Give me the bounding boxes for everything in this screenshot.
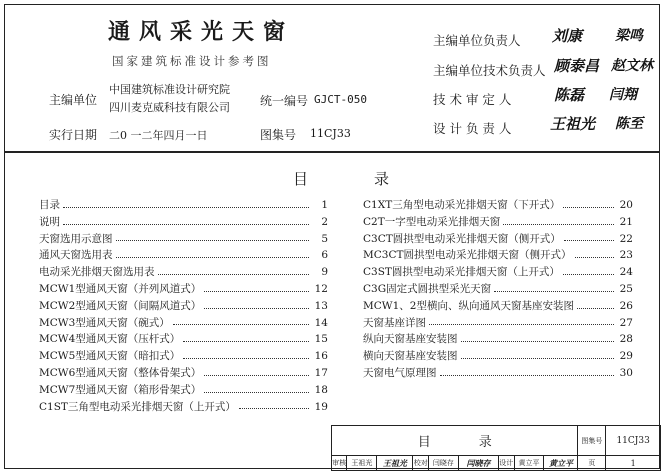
toc-item[interactable]: 天窗电气原理图 30 — [363, 365, 633, 382]
role-label: 设 计 负 责 人 — [433, 121, 512, 136]
toc-item[interactable]: C3CT圆拱型电动采光排烟天窗（侧开式） 22 — [363, 231, 633, 248]
date-label: 实行日期 — [49, 128, 98, 142]
atlas-label: 图集号 — [260, 128, 297, 142]
toc-item[interactable]: 纵向天窗基座安装图 28 — [363, 331, 633, 348]
date-value: 二0 一二年四月一日 — [109, 129, 208, 142]
toc-item[interactable]: 电动采光排烟天窗选用表 9 — [39, 264, 328, 281]
design-name: 黄立平 — [514, 456, 544, 471]
toc-item[interactable]: C3G固定式圆拱型采光天窗 25 — [363, 281, 633, 298]
signature: 顾泰昌 — [554, 57, 600, 75]
signature: 刘康 — [552, 27, 583, 45]
toc-item[interactable]: C3ST圆拱型电动采光排烟天窗（上开式） 24 — [363, 264, 633, 281]
code-value: GJCT-050 — [314, 93, 367, 106]
signature: 王祖光 — [550, 115, 596, 133]
title-block-atlas-value: 11CJ33 — [606, 426, 661, 456]
toc-item[interactable]: 横向天窗基座安装图 29 — [363, 348, 633, 365]
review-label: 审核 — [332, 456, 347, 471]
signature: 赵文林 — [611, 58, 653, 74]
role-label: 技 术 审 定 人 — [433, 92, 512, 107]
toc-item[interactable]: 目录 1 — [39, 197, 328, 214]
toc-heading-right: 录 — [374, 170, 390, 188]
toc-item[interactable]: 通风天窗选用表 6 — [39, 247, 328, 264]
toc-item[interactable]: C1XT三角型电动采光排烟天窗（下开式） 20 — [363, 197, 633, 214]
toc-item[interactable]: MCW5型通风天窗（暗扣式） 16 — [39, 348, 328, 365]
sheet-title: 通风采光天窗 — [108, 19, 295, 45]
toc-item[interactable]: MCW1型通风天窗（并列风道式） 12 — [39, 281, 328, 298]
signature: 闫翔 — [609, 87, 637, 103]
review-signature: 王祖光 — [377, 456, 413, 471]
toc-item[interactable]: C1ST三角型电动采光排烟天窗（上开式） 19 — [39, 399, 328, 416]
design-signature: 黄立平 — [544, 456, 578, 471]
title-block — [331, 425, 661, 471]
toc-item[interactable]: 天窗选用示意图 5 — [39, 231, 328, 248]
toc-item[interactable]: MC3CT圆拱型电动采光排烟天窗（侧开式） 23 — [363, 247, 633, 264]
toc-item[interactable]: MCW6型通风天窗（整体骨架式） 17 — [39, 365, 328, 382]
check-signature: 闫晓存 — [458, 456, 498, 471]
sheet-subtitle: 国家建筑标准设计参考图 — [112, 54, 272, 68]
signature: 陈至 — [615, 116, 643, 132]
signature: 陈磊 — [554, 86, 585, 104]
header-divider — [5, 151, 659, 153]
toc-item[interactable]: MCW2型通风天窗（间隔风道式） 13 — [39, 298, 328, 315]
page-value: 1 — [606, 456, 661, 471]
code-label: 统一编号 — [260, 94, 309, 108]
atlas-value: 11CJ33 — [310, 127, 351, 140]
toc-right-column — [363, 197, 633, 382]
role-label: 主编单位技术负责人 — [433, 63, 546, 78]
toc-heading-left: 目 — [293, 170, 309, 188]
drawing-sheet — [4, 4, 660, 469]
compile-unit-label: 主编单位 — [49, 93, 98, 107]
toc-item[interactable]: 说明 2 — [39, 214, 328, 231]
title-block-atlas-label: 图集号 — [578, 426, 606, 456]
toc-item[interactable]: MCW4型通风天窗（压杆式） 15 — [39, 331, 328, 348]
toc-item[interactable]: C2T一字型电动采光排烟天窗 21 — [363, 214, 633, 231]
toc-item[interactable]: 天窗基座详图 27 — [363, 315, 633, 332]
toc-left-column — [39, 197, 328, 415]
compile-unit-line1: 中国建筑标准设计研究院 — [109, 83, 230, 96]
check-name: 闫晓存 — [428, 456, 458, 471]
signature: 梁鸣 — [615, 28, 643, 44]
page-label: 页 — [578, 456, 606, 471]
check-label: 校对 — [413, 456, 428, 471]
toc-item[interactable]: MCW1、2型横向、纵向通风天窗基座安装图 26 — [363, 298, 633, 315]
design-label: 设计 — [499, 456, 514, 471]
compile-unit-line2: 四川麦克威科技有限公司 — [109, 101, 230, 114]
toc-item[interactable]: MCW3型通风天窗（碗式） 14 — [39, 315, 328, 332]
review-name: 王祖光 — [347, 456, 377, 471]
role-label: 主编单位负责人 — [433, 33, 521, 48]
toc-item[interactable]: MCW7型通风天窗（箱形骨架式） 18 — [39, 382, 328, 399]
title-block-name: 目 录 — [332, 426, 578, 456]
